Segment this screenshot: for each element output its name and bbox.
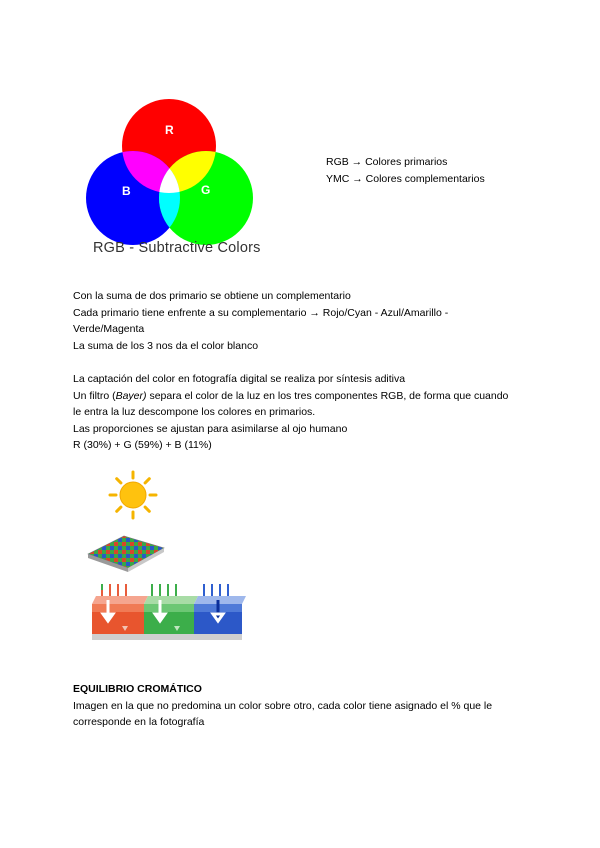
complementary-paragraph	[73, 288, 448, 354]
paragraph-line: Las proporciones se ajustan para asimilarse al ojo humano	[73, 422, 348, 435]
paragraph-line: Imagen en la que no predomina un color sobre otro, cada color tiene asignado el % que le	[73, 699, 493, 712]
venn-label-b: B	[122, 184, 131, 198]
color-notes	[326, 154, 485, 187]
paragraph-line: Verde/Magenta	[73, 323, 145, 335]
note-ymc: YMC → Colores complementarios	[326, 172, 485, 185]
section-heading: EQUILIBRIO CROMÁTICO	[73, 683, 202, 695]
bayer-term: Bayer)	[115, 389, 147, 402]
capture-paragraph	[73, 371, 508, 454]
paragraph-line: R (30%) + G (59%) + B (11%)	[73, 439, 212, 451]
text-span: separa el color de la luz en los tres componentes RGB, de forma que cuando	[146, 389, 509, 402]
venn-label-r: R	[165, 123, 174, 137]
text-span: Un filtro (	[73, 389, 116, 402]
bayer-filter-illustration	[86, 534, 248, 646]
paragraph-line	[73, 388, 508, 405]
paragraph-line: La suma de los 3 nos da el color blanco	[73, 339, 259, 352]
note-rgb: RGB → Colores primarios	[326, 156, 448, 168]
paragraph-line: La captación del color en fotografía digital se realiza por síntesis aditiva	[73, 373, 406, 385]
paragraph-line: corresponde en la fotografía	[73, 716, 205, 728]
sun-icon	[108, 470, 158, 520]
paragraph-line: Cada primario tiene enfrente a su complementario → Rojo/Cyan - Azul/Amarillo -	[73, 306, 449, 319]
venn-label-g: G	[201, 183, 211, 197]
paragraph-line: Con la suma de dos primario se obtiene un complementario	[73, 290, 351, 302]
color-balance-section	[73, 681, 492, 731]
paragraph-line: le entra la luz descompone los colores en primarios.	[73, 406, 316, 418]
venn-caption: RGB - Subtractive Colors	[93, 240, 261, 256]
